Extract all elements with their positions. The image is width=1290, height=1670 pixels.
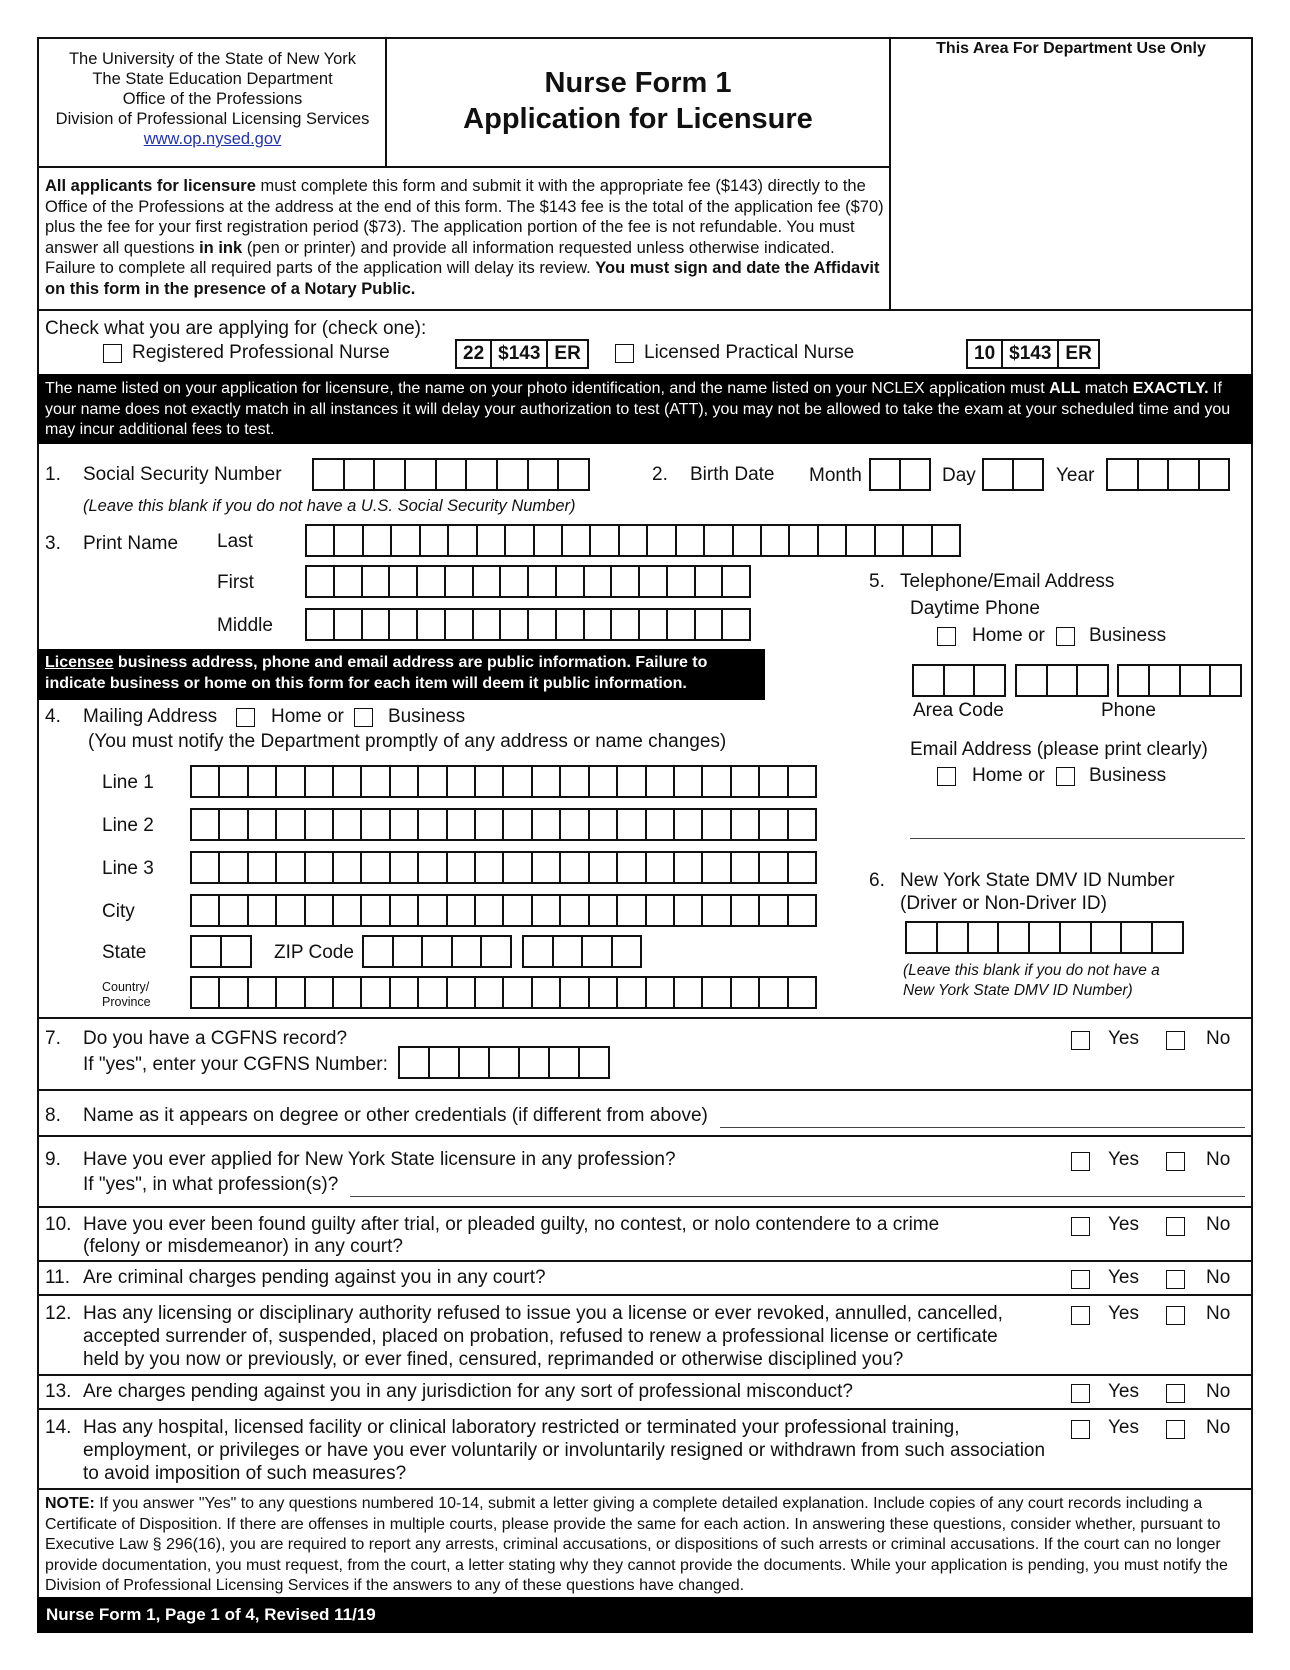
daytime-phone-label: Daytime Phone xyxy=(910,598,1040,619)
phone-label: Phone xyxy=(1101,700,1156,721)
intro-paragraph xyxy=(45,176,885,299)
q6-note-line2: New York State DMV ID Number) xyxy=(903,981,1133,999)
q14-line1: Has any hospital, licensed facility or clinical laboratory restricted or terminated your professional training, xyxy=(83,1417,960,1438)
zip-label: ZIP Code xyxy=(274,942,354,963)
form-title xyxy=(387,65,889,137)
q1-number: 1. xyxy=(45,464,61,485)
q7-no-checkbox[interactable] xyxy=(1166,1031,1185,1050)
q6-note-line1: (Leave this blank if you do not have a xyxy=(903,962,1160,979)
q12-line1: Has any licensing or disciplinary authority refused to issue you a license or ever revoked, annulled, cancelled, xyxy=(83,1303,1003,1324)
email-business-checkbox[interactable] xyxy=(1056,767,1075,786)
name-notice-text-1: The name listed on your application for licensure, the name on your photo identification, and the name listed on your NCLEX application must xyxy=(45,380,1050,397)
city-input[interactable] xyxy=(190,894,817,927)
q11-line1: Are criminal charges pending against you in any court? xyxy=(83,1267,546,1288)
note-text: If you answer "Yes" to any questions numbered 10-14, submit a letter giving a complete detailed explanation. Include copies of any court records including a Certificate of Disposition. If there are offenses in multiple courts, please provide the same for each action. In answering these questions, consider whether, pursuant to Executive Law § 296(16), you are required to report any arrests, criminal accusations, or dispositions of such arrests or criminal accusations. If the court can no longer provide documentation, you must request, from the court, a letter stating why they cannot provide the documents. While your application is pending, you must notify the Division of Professional Licensing Services if the answers to any of these questions have changed. xyxy=(45,1495,1228,1594)
lpn-fee-code xyxy=(966,339,1100,369)
dept-use-label: This Area For Department Use Only xyxy=(936,40,1206,57)
q9-number: 9. xyxy=(45,1149,61,1170)
lpn-checkbox[interactable] xyxy=(615,344,634,363)
zip-plus4-input[interactable] xyxy=(522,935,642,968)
address-line1-input[interactable] xyxy=(190,765,817,798)
q12-line2: accepted surrender of, suspended, placed on probation, refused to renew a professional license or certificate xyxy=(83,1326,998,1347)
cgfns-number-input[interactable] xyxy=(398,1046,610,1079)
q14-line3: to avoid imposition of such measures? xyxy=(83,1463,407,1484)
q9-label: Have you ever applied for New York State licensure in any profession? xyxy=(83,1149,676,1170)
q8-number: 8. xyxy=(45,1105,61,1126)
q1-label: Social Security Number xyxy=(83,464,282,485)
last-name-label: Last xyxy=(217,531,253,552)
q5-label: Telephone/Email Address xyxy=(900,571,1115,592)
birth-day-label: Day xyxy=(942,465,976,486)
form-title-line1: Nurse Form 1 xyxy=(544,67,732,99)
q7-yes-label: Yes xyxy=(1108,1028,1139,1049)
q6-label: New York State DMV ID Number xyxy=(900,870,1175,891)
rule-before-q9 xyxy=(37,1135,1253,1137)
q10-no-label: No xyxy=(1206,1214,1231,1235)
lpn-fee-amount: $143 xyxy=(1001,341,1057,367)
q14-line2: employment, or privileges or have you ever voluntarily or involuntarily resigned or withdrawn from such association xyxy=(83,1440,1046,1461)
q14-yes-checkbox[interactable] xyxy=(1071,1420,1090,1439)
birth-month-input[interactable] xyxy=(869,458,931,491)
q6-number: 6. xyxy=(869,870,885,891)
footer-bar xyxy=(37,1597,1253,1633)
q7-sub: If "yes", enter your CGFNS Number: xyxy=(83,1054,388,1075)
birth-year-input[interactable] xyxy=(1106,458,1230,491)
q12-yes-checkbox[interactable] xyxy=(1071,1306,1090,1325)
q5-number: 5. xyxy=(869,571,885,592)
q12-line3: held by you now or previously, or ever fined, censured, reprimanded or otherwise disciplined you? xyxy=(83,1349,904,1370)
name-notice-bold-1: ALL xyxy=(1049,380,1081,397)
q9-yes-label: Yes xyxy=(1108,1149,1139,1170)
phone-business-checkbox[interactable] xyxy=(1056,627,1075,646)
website-link[interactable]: www.op.nysed.gov xyxy=(143,130,282,148)
rn-label: Registered Professional Nurse xyxy=(132,342,390,363)
q13-line1: Are charges pending against you in any jurisdiction for any sort of professional misconduct? xyxy=(83,1381,853,1402)
name-notice-text-2: match xyxy=(1080,380,1133,397)
phone-line-input[interactable] xyxy=(1117,664,1242,697)
q8-input-line[interactable] xyxy=(720,1127,1245,1128)
q7-label: Do you have a CGFNS record? xyxy=(83,1028,348,1049)
intro-bottom-rule xyxy=(37,309,1253,311)
phone-prefix-input[interactable] xyxy=(1015,664,1109,697)
email-input-line[interactable] xyxy=(910,838,1245,839)
q2-label: Birth Date xyxy=(690,464,775,485)
mailing-home-checkbox[interactable] xyxy=(236,708,255,727)
q7-number: 7. xyxy=(45,1028,61,1049)
q11-no-checkbox[interactable] xyxy=(1166,1270,1185,1289)
rule-before-q12 xyxy=(37,1294,1253,1296)
rn-fee-code xyxy=(455,339,589,369)
phone-business-label: Business xyxy=(1089,625,1167,646)
applying-prompt: Check what you are applying for (check one): xyxy=(45,318,427,339)
rn-fee-er: ER xyxy=(546,341,586,367)
phone-home-checkbox[interactable] xyxy=(937,627,956,646)
q7-no-label: No xyxy=(1206,1028,1231,1049)
q14-number: 14. xyxy=(45,1417,72,1438)
q7-yes-checkbox[interactable] xyxy=(1071,1031,1090,1050)
agency-line: The University of the State of New York xyxy=(68,50,357,68)
country-label-line1: Country/ xyxy=(102,980,150,994)
public-info-notice xyxy=(37,649,765,700)
q10-line2: (felony or misdemeanor) in any court? xyxy=(83,1236,403,1257)
q4-note: (You must notify the Department promptly of any address or name changes) xyxy=(88,731,727,752)
name-notice-text-3: If your name does not exactly match in all instances it will delay your authorization to test (ATT), you may not be allowed to take the exam at your scheduled time and you may incur additional fees to test. xyxy=(45,380,1231,438)
header-bottom-rule xyxy=(37,166,890,168)
q13-no-label: No xyxy=(1206,1381,1231,1402)
mailing-home-label: Home or xyxy=(271,706,344,727)
q10-number: 10. xyxy=(45,1214,72,1235)
q13-yes-label: Yes xyxy=(1108,1381,1139,1402)
intro-bold-3: You must sign and date the Affidavit on this form in the presence of a Notary Public. xyxy=(45,259,880,298)
q10-no-checkbox[interactable] xyxy=(1166,1217,1185,1236)
q3-label: Print Name xyxy=(83,533,179,554)
state-label: State xyxy=(102,942,147,963)
email-business-label: Business xyxy=(1089,765,1167,786)
address-line3-input[interactable] xyxy=(190,851,817,884)
dept-use-divider xyxy=(889,37,891,310)
note-paragraph xyxy=(45,1494,1245,1597)
rule-before-q10 xyxy=(37,1206,1253,1208)
q4-label: Mailing Address xyxy=(83,706,218,727)
agency-line: The State Education Department xyxy=(92,70,333,88)
q9-input-line[interactable] xyxy=(350,1196,1245,1197)
q12-yes-label: Yes xyxy=(1108,1303,1139,1324)
q14-yes-label: Yes xyxy=(1108,1417,1139,1438)
q12-no-label: No xyxy=(1206,1303,1231,1324)
note-bold: NOTE: xyxy=(45,1495,95,1512)
rule-before-q14 xyxy=(37,1408,1253,1410)
q2-number: 2. xyxy=(652,464,668,485)
lpn-fee-er: ER xyxy=(1057,341,1097,367)
q9-no-checkbox[interactable] xyxy=(1166,1152,1185,1171)
q13-no-checkbox[interactable] xyxy=(1166,1384,1185,1403)
q10-yes-checkbox[interactable] xyxy=(1071,1217,1090,1236)
address-line3-label: Line 3 xyxy=(102,858,154,879)
ssn-input[interactable] xyxy=(312,458,590,491)
state-input[interactable] xyxy=(190,935,252,968)
email-home-checkbox[interactable] xyxy=(937,767,956,786)
q4-number: 4. xyxy=(45,706,61,727)
q14-no-label: No xyxy=(1206,1417,1231,1438)
first-name-label: First xyxy=(217,572,254,593)
q9-no-label: No xyxy=(1206,1149,1231,1170)
q8-label: Name as it appears on degree or other credentials (if different from above) xyxy=(83,1105,708,1126)
q13-yes-checkbox[interactable] xyxy=(1071,1384,1090,1403)
address-line2-label: Line 2 xyxy=(102,815,154,836)
name-match-notice xyxy=(37,374,1253,444)
area-code-label: Area Code xyxy=(913,700,1004,721)
birth-month-label: Month xyxy=(809,465,862,486)
middle-name-input[interactable] xyxy=(305,608,751,641)
q11-number: 11. xyxy=(45,1267,71,1288)
rn-checkbox[interactable] xyxy=(103,344,122,363)
q3-number: 3. xyxy=(45,533,61,554)
birth-year-label: Year xyxy=(1056,465,1095,486)
birth-day-input[interactable] xyxy=(982,458,1044,491)
rule-before-note xyxy=(37,1488,1253,1490)
public-notice-licensee: Licensee xyxy=(45,654,114,671)
rn-fee-amount: $143 xyxy=(490,341,546,367)
email-home-label: Home or xyxy=(972,765,1045,786)
q9-sub: If "yes", in what profession(s)? xyxy=(83,1174,339,1195)
email-label: Email Address (please print clearly) xyxy=(910,739,1208,760)
lpn-label: Licensed Practical Nurse xyxy=(644,342,855,363)
zip-input[interactable] xyxy=(362,935,512,968)
form-title-line2: Application for Licensure xyxy=(463,103,813,135)
intro-bold-1: All applicants for licensure xyxy=(45,177,256,195)
q14-no-checkbox[interactable] xyxy=(1166,1420,1185,1439)
q12-number: 12. xyxy=(45,1303,72,1324)
intro-text-2: (pen or printer) and provide all information requested unless otherwise indicated. Failure to complete all required parts of the application will delay its review. xyxy=(45,238,835,277)
footer-text: Nurse Form 1, Page 1 of 4, Revised 11/19 xyxy=(46,1605,376,1624)
phone-home-label: Home or xyxy=(972,625,1045,646)
q1-note: (Leave this blank if you do not have a U.S. Social Security Number) xyxy=(83,497,576,515)
lpn-fee-code-number: 10 xyxy=(974,343,996,364)
address-line1-label: Line 1 xyxy=(102,772,154,793)
mailing-business-checkbox[interactable] xyxy=(354,708,373,727)
q12-no-checkbox[interactable] xyxy=(1166,1306,1185,1325)
agency-block xyxy=(40,49,385,149)
q6-note xyxy=(903,961,1160,1000)
rule-before-q7 xyxy=(37,1017,1253,1019)
q11-yes-checkbox[interactable] xyxy=(1071,1270,1090,1289)
q13-number: 13. xyxy=(45,1381,72,1402)
agency-line: Division of Professional Licensing Services xyxy=(55,110,370,128)
dmv-id-input[interactable] xyxy=(905,921,1184,954)
country-label xyxy=(102,980,151,1010)
q11-yes-label: Yes xyxy=(1108,1267,1139,1288)
agency-line: Office of the Professions xyxy=(122,90,303,108)
intro-text-1: must complete this form and submit it with the appropriate fee ($143) directly to the Office of the Professions at the address at the end of this form. The $143 fee is the total of the application fee ($70) plus the fee for your first registration period ($73). The application portion of the fee is not refundable. You must answer all questions xyxy=(45,177,884,257)
q6-sub: (Driver or Non-Driver ID) xyxy=(900,893,1107,914)
country-label-line2: Province xyxy=(102,995,151,1009)
q10-yes-label: Yes xyxy=(1108,1214,1139,1235)
first-name-input[interactable] xyxy=(305,565,751,598)
intro-bold-2: in ink xyxy=(199,238,243,257)
rule-before-q8 xyxy=(37,1089,1253,1091)
rn-fee-code-number: 22 xyxy=(463,343,485,364)
name-notice-bold-2: EXACTLY. xyxy=(1132,380,1209,397)
area-code-input[interactable] xyxy=(912,664,1006,697)
q10-line1: Have you ever been found guilty after trial, or pleaded guilty, no contest, or nolo contendere to a crime xyxy=(83,1214,940,1235)
public-notice-text: business address, phone and email address are public information. Failure to indicate business or home on this form for each item will deem it public information. xyxy=(45,654,708,692)
mailing-business-label: Business xyxy=(388,706,466,727)
q9-yes-checkbox[interactable] xyxy=(1071,1152,1090,1171)
middle-name-label: Middle xyxy=(217,615,273,636)
q11-no-label: No xyxy=(1206,1267,1231,1288)
rule-before-q11 xyxy=(37,1260,1253,1262)
rule-before-q13 xyxy=(37,1374,1253,1376)
country-input[interactable] xyxy=(190,976,817,1009)
last-name-input[interactable] xyxy=(305,524,961,557)
address-line2-input[interactable] xyxy=(190,808,817,841)
city-label: City xyxy=(102,901,135,922)
